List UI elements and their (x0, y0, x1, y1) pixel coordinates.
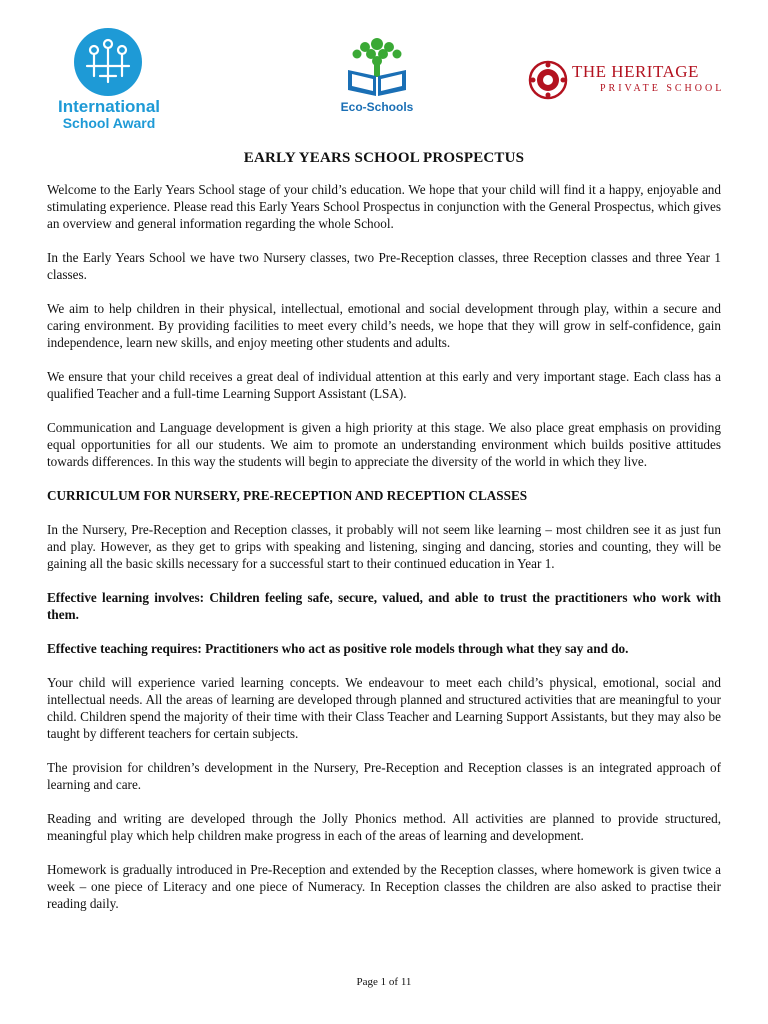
isa-title: International (57, 97, 160, 116)
curriculum-heading: CURRICULUM FOR NURSERY, PRE-RECEPTION AND RECEPTION CLASSES (47, 488, 528, 503)
page-number: Page 1 of 11 (356, 976, 412, 988)
paragraph-reading-writing: Reading and writing are developed through the Jolly Phonics method. All activities are planned to provide structured, meaningful play which help children make progress in each of the areas of learning and development. (47, 811, 721, 843)
isa-subtitle: School Award (62, 115, 156, 131)
paragraph-attention: We ensure that your child receives a great deal of individual attention at this early and very important stage. Each class has a qualified Teacher and a full-time Learning Support Assistant (LSA). (47, 369, 721, 401)
heritage-school-logo (528, 58, 728, 108)
international-school-award-logo (44, 22, 174, 131)
isa-emblem-icon (72, 26, 144, 98)
paragraph-welcome: Welcome to the Early Years School stage of your child’s education. We hope that your child will find it a happy, enjoyable and stimulating experience. Please read this Early Years School Prospectus in conjunction with the General Prospectus, which gives an overview and general information regarding the whole School. (47, 182, 721, 231)
header-logos (0, 0, 768, 130)
page-title: EARLY YEARS SCHOOL PROSPECTUS (243, 150, 525, 166)
paragraph-aims: We aim to help children in their physical, intellectual, emotional and social development through play, within a secure and caring environment. By providing facilities to meet every child’s needs, we hope that they will grow in self-confidence, gain independence, learn new skills, and enjoy meeting other students and adults. (47, 301, 721, 350)
paragraph-curriculum-intro: In the Nursery, Pre-Reception and Reception classes, it probably will not seem like learning – most children see it as just fun and play. However, as they get to grips with speaking and listening, singing and dancing, stories and counting, they will be gaining all the basic skills necessary for a successful start to their continued education in Year 1. (47, 522, 721, 571)
eco-tree-book-icon (334, 34, 420, 100)
effective-learning-statement: Effective learning involves: Children feeling safe, secure, valued, and able to trust the practitioners who work with them. (47, 590, 721, 622)
paragraph-learning-concepts: Your child will experience varied learning concepts. We endeavour to meet each child’s physical, emotional, social and intellectual needs. All the areas of learning are developed through planned and structured activities that are meaningful to your child. Children spend the majority of their time with their Class Teacher and Learning Support Assistants, but they may also be taught by different teachers for certain subjects. (47, 675, 721, 741)
effective-teaching-statement: Effective teaching requires: Practitioners who act as positive role models through what they say and do. (47, 641, 629, 656)
heritage-tagline: PRIVATE SCHOOL (600, 83, 725, 94)
paragraph-classes: In the Early Years School we have two Nursery classes, two Pre-Reception classes, three Reception classes and three Year 1 classes. (47, 250, 721, 282)
paragraph-provision: The provision for children’s development in the Nursery, Pre-Reception and Reception classes is an integrated approach of learning and care. (47, 760, 721, 792)
paragraph-communication: Communication and Language development is given a high priority at this stage. We also place great emphasis on providing equal opportunities for all our students. We aim to promote an understanding environment which builds positive attitudes towards differences. In this way the students will begin to appreciate the diversity of the world in which they live. (47, 420, 721, 469)
paragraph-homework: Homework is gradually introduced in Pre-Reception and extended by the Reception classes, where homework is given twice a week – one piece of Literacy and one piece of Numeracy. In Reception classes the children are also asked to practise their reading daily. (47, 862, 721, 911)
heritage-crest-icon (528, 60, 568, 100)
heritage-name: THE HERITAGE (572, 62, 699, 81)
eco-schools-label: Eco-Schools (340, 100, 414, 114)
eco-schools-logo (334, 34, 424, 124)
document-body (47, 150, 721, 929)
